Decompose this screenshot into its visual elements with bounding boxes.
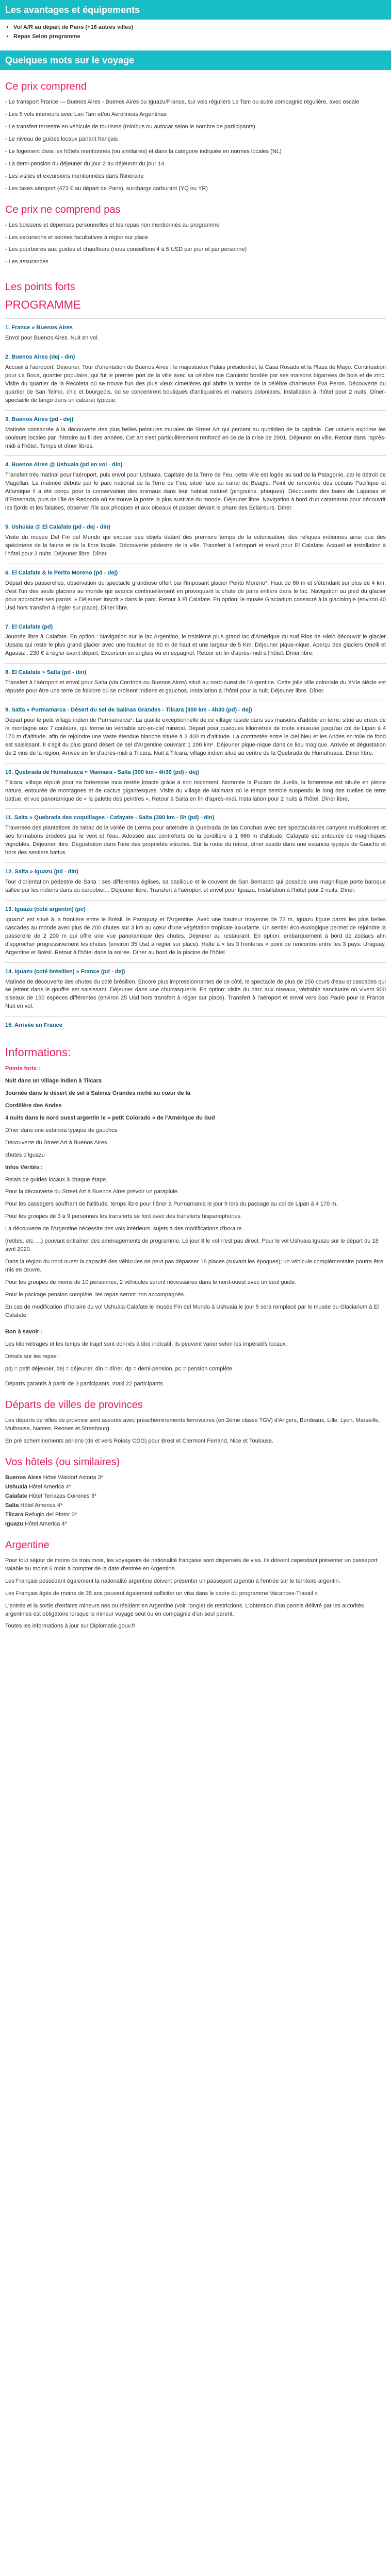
argentine-line: Les Français possédant également la nationalité argentine doivent présenter un passeport argentin à l'entrée sur le territoire argentin. bbox=[5, 1578, 340, 1584]
list-item: - Le logement dans les hôtels mentionnés (ou similaires) et dans la catégorie indiquée en normes locales (NL) bbox=[5, 148, 282, 155]
day-separator bbox=[5, 410, 386, 411]
hotel-item bbox=[5, 1520, 386, 1529]
day-description: Matinée consacrée à la découverte des plus belles peintures murales de Street Art qui percent au quotidien de la capitale. Cet univers exprime les couleurs locales par l'histoire au fil des années. Cet art s'est particulièrement renforcé en ce de la crise de 2001. Déjeuner en ville. Retour dans l'après-midi à l'hôtel. Temps et dîner libres. bbox=[5, 426, 386, 449]
list-item: - Le transfert terrestre en véhicule de tourisme (minibus ou autocar selon le nombre de participants) bbox=[5, 123, 255, 130]
argentine-line: Pour tout séjour de moins de trois mois, les voyageurs de nationalité française sont dispensés de visa. Ils doivent cependant présenter un passeport valable au moins 6 mois à compter de la date d'entrée en Argentine. bbox=[5, 1557, 378, 1572]
included-section bbox=[0, 79, 391, 1631]
info-line: Journée dans le désert de sel à Salinas Grandes niché au cœur de la bbox=[5, 1090, 190, 1096]
argentine-line: Les Français âgés de moins de 35 ans peuvent également solliciter un visa dans le cadre du programme Vacances-Travail » bbox=[5, 1590, 318, 1597]
included-list bbox=[5, 98, 386, 193]
list-item: - Le transport France — Buenos Aires - Buenos Aires ou Iguazu/France, sur vols réguliers Le Tam ou autre compagnie régulière, avec escale bbox=[5, 99, 360, 106]
program-days bbox=[5, 318, 386, 1030]
day-description: Traversée des plantations de tabac de la vallée de Lerma pour atteindre la Quebrada de las Conchas avec ses spectaculaires canyons multicolores et ses formations érodées par le vent et l'eau. Adossée aux contreforts de la cordillère à 1 660 m d'altitude, Cafayate est entourée de magnifiques vignobles. Déjeuner libre. Dégustation dans l'une des propriétés viticoles. Sur la route du retour, dîner asado dans une estancia typique de Gaucho et hors des sentiers battus. bbox=[5, 825, 386, 856]
day-title: 13. Iguazu (coté argentin) (pc) bbox=[5, 906, 86, 912]
list-item: - Les visites et excursions mentionnées dans l'itinéraire bbox=[5, 173, 144, 179]
info-line: Les kilométrages et les temps de trajet sont donnés à titre indicatif, ils peuvent varier selon les impératifs locaux. bbox=[5, 1341, 287, 1347]
day-description: Matinée de découverte des chutes du coté brésilien. Encore plus impressionnantes de ce côté, le spectacle de plus de 250 cours d'eau et cascades qui se jettent dans le gouffre est saisissant. Déjeuner dans une churrasqueria. En option: visite du parc aux oiseaux, véritable sanctuaire où vivent 900 oiseaux de 150 espèces différentes (environ 25 Usd hors transfert à régler sur place). Transfert à l'aéroport et envol vers Sao Paulo pour la France. Nuit en vol. bbox=[5, 978, 386, 1010]
list-item: - Les 5 vols intérieurs avec Lan Tam et/ou Aerolineas Argentinas bbox=[5, 111, 167, 117]
informations-block bbox=[5, 1065, 386, 1388]
day-title: 7. El Calafate (pd) bbox=[5, 623, 53, 630]
info-line: Pour le package pension complète, les repas seront non accompagnés. bbox=[5, 1291, 186, 1298]
info-line: Dans la région du nord ouest la capacité des véhicules ne peut pas dépasser 18 places (suivant les époques); un véhicule complémentaire pourra être mis en œuvre. bbox=[5, 1259, 384, 1274]
hotel-item bbox=[5, 1483, 386, 1492]
day-title: 2. Buenos Aires (dej - din) bbox=[5, 354, 75, 361]
regional-line: Les départs de villes de province sont assurés avec préacheminements ferroviaires (en 2ème classe TGV) d'Angers, Bordeaux, Lille, Lyon, Marseille, Mulhouse, Nantes, Rennes et Strasbourg. bbox=[5, 1417, 380, 1432]
excluded-list bbox=[5, 222, 386, 267]
info-line: Dîner dans une estancia typique de gauchos bbox=[5, 1127, 118, 1133]
day-description: Départ pour le petit village indien de Purmamarca*. La qualité exceptionnelle de ce village réside dans ses maisons d'adobe en terre, situé au creux de la montagne aux 7 couleurs, qui forme un véritable arc-en-ciel minéral. Départ pour quelques kilomètres de route sinueuse jusqu'au col de Lipan à 4 170 m d'altitude, afin de rejoindre une vaste étendue blanche située à 3 400 m d'altitude. La contrastée entre le ciel bleu et les Andes en toile de fond est saisissant. Il s'agit du plus grand désert de sel d'Argentine couvrant 1 200 km². Déjeuner pique-nique dans ce lieu magique. Arrivée et dégustation de 2 vins de la région. Arrivée en fin d'après-midi à Tilcara. Nuit à Tilcara, village indien situé au centre de la Quebrada de Humahuaca. Dîner libre. bbox=[5, 717, 386, 756]
day-title: 1. France » Buenos Aires bbox=[5, 325, 73, 331]
day-separator bbox=[5, 962, 386, 963]
day-description: Envol pour Buenos Aires. Nuit en vol. bbox=[5, 335, 99, 342]
section-title-about-trip: Quelques mots sur le voyage bbox=[0, 50, 391, 70]
info-line: chutes d'Iguazu bbox=[5, 1151, 45, 1158]
day-description: Iguazu* est situé à la frontière entre le Brésil, le Paraguay et l'Argentine. Avec une hauteur moyenne de 72 m, Iguazu figure parmi les plus belles cascades au monde avec plus de 200 chutes sur 3 km au cœur d'une végétation tropicale luxuriante. Un sentier éco-écologique permet de rejoindre la passerelle de 2 200 m qui offre une vue panoramique des chutes. Déjeuner au restaurant. En option: embarquement à bord de zodiacs afin d'approcher progressivement les chutes (environ 35 Usd à régler sur place). Halte à « las 3 fronteras » point de rencontre entre les 3 pays: Uruguay, Argentine et Brésil. Retour à l'hôtel dans la soirée. Dîner au bord de la piscine de l'hôtel. bbox=[5, 916, 386, 956]
day-title: 9. Salta » Purmamarca - Désert du sel de Salinas Grandes - Tilcara (300 km - 4h30 (pd) - dej) bbox=[5, 707, 252, 714]
list-item: - Les taxes aéroport (473 € au départ de Paris), surcharge carburant (YQ ou YR) bbox=[5, 185, 208, 192]
day-title: 3. Buenos Aires (pd - dej) bbox=[5, 416, 74, 422]
day-description: Transfert à l'aéroport et envol pour Salta (via Cordoba ou Buenos Aires) situé au nord-ouest de l'Argentine. Cette jolie ville coloniale du XVIe siècle est réputée pour être une terre de folklore où se croisent Indiens et gauchos. Installation à l'hôtel pour la nuit. Déjeuner libre. Dîner. bbox=[5, 680, 386, 694]
day-title: 12. Salta » Iguazu (pd - din) bbox=[5, 869, 78, 875]
section-title-advantages: Les avantages et équipements bbox=[0, 0, 391, 20]
day-title: 6. El Calafate & le Perito Moreno (pd - dej) bbox=[5, 569, 118, 576]
hotel-name: Hôtel America 4* bbox=[20, 1502, 63, 1509]
day-description: Départ des passerelles, observation du spectacle grandiose offert par l'imposant glacier Perito Moreno*. Haut de 60 m et s'étendant sur plus de 4 km, c'est l'un des seuls glaciers au monde qui avance continuellement en provoquant la chute de pans entiers dans le lac. Navigation au pied du glacier pour approcher ses parois. » Déjeuner inscrit » dans le parc. Retour à El Calafate. En option: le musée Glaciarium consacré à la glaciologie (environ 40 Usd hors transfert à régler sur place). Dîner libre. bbox=[5, 580, 386, 611]
hotel-city: Salta bbox=[5, 1502, 19, 1509]
info-line: Découverte du Street Art à Buenos Aires bbox=[5, 1139, 107, 1146]
hotel-name: Hôtel America 4* bbox=[24, 1520, 67, 1527]
argentine-block bbox=[5, 1557, 386, 1631]
day-title: 11. Salta » Quebrada des coquillages - Cafayate - Salta (390 km - 5h (pd) - din) bbox=[5, 815, 215, 821]
info-line: (retites, etc. ...) pouvant entraîner des aménagements de programme. Le jour 8 le vol n'est pas direct. Pour le vol Ushuaia Iguazu sur le départ du 18 avril 2020. bbox=[5, 1238, 379, 1253]
regional-departures-block bbox=[5, 1417, 386, 1446]
day-separator bbox=[5, 663, 386, 664]
hotel-item bbox=[5, 1474, 386, 1482]
argentine-line: L'entrée et la sortie d'enfants mineurs nés ou résident en Argentine (voir l'onglet de restrictions. L'obtention d'un permis délivré par les autorités argentines est obligatoire lorsque le mineur voyage seul ou en compagnie d'un seul parent. bbox=[5, 1602, 364, 1617]
day-title: 15. Arrivée en France bbox=[5, 1022, 62, 1029]
list-item: - Les assurances bbox=[5, 259, 48, 265]
day-title: 14. Iguazu (coté brésilien) » France (pd - dej) bbox=[5, 968, 125, 975]
day-title: 5. Ushuaia @ El Calafate (pd - dej - din) bbox=[5, 524, 110, 531]
day-description: Transfert très matinal pour l'aéroport, puis envol pour Ushuaia. Capitale de la Terre de Feu, cette ville est logée au sud de la Patagonie, par le détroit de Magellan. La matinée débute par le parc national de la Terre de Feu, situé face au canal de Beagle. Point de rencontre des océans Pacifique et Atlantique il a été conçu pour la conservation des animaux dans leur habitat naturel (pingouins, phoques). Découverte des baies de Lapataia et d'Ensenada, puis de l'île de Redonda où se trouve la poste la plus australe du monde. Déjeuner libre. Navigation à bord d'un catamaran pour découvrir les fjords et les falaises, observer l'île aux phoques et aux oiseaux et passer devant le phare des Eclaireurs. Dîner. bbox=[5, 472, 386, 512]
list-item: - Les excursions et soirées facultatives à régler sur place bbox=[5, 234, 148, 241]
info-line: pdj = petit déjeuner, dej = déjeuner, din = dîner, dp = demi-pension, pc = pension complète. bbox=[5, 1365, 234, 1372]
day-title: 4. Buenos Aires @ Ushuaia (pd en vol - din) bbox=[5, 462, 123, 468]
hotel-name: Refugio del Pintor 3* bbox=[25, 1511, 77, 1518]
info-line: Détails sur les repas : bbox=[5, 1353, 60, 1360]
info-line: Nuit dans un village indien à Tilcara bbox=[5, 1078, 102, 1084]
hotel-city: Ushuaia bbox=[5, 1484, 27, 1490]
day-title: 8. El Calafate » Salta (pd - din) bbox=[5, 669, 87, 676]
list-item: • Vol A/R au départ de Paris (+16 autres villes) bbox=[13, 24, 391, 32]
info-line: Pour les groupes de 3 à 9 personnes les transferts se font avec des transferts hispanophones. bbox=[5, 1213, 242, 1220]
list-item: - Les pourboires aux guides et chauffeurs (nous conseillons 4 à 5 USD par jour et par personne) bbox=[5, 246, 247, 253]
excluded-title: Ce prix ne comprend pas bbox=[5, 204, 121, 215]
day-separator bbox=[5, 808, 386, 809]
argentine-title: Argentine bbox=[5, 1539, 50, 1551]
info-line: Départs garantis à partir de 3 participants, maxi 22 participants bbox=[5, 1381, 163, 1387]
day-description: Tour d'orientation pédestre de Salta : ses différentes églises, sa basilique et le couvent de San Bernardo qui possède une magnifique porte baroque taillée par les indiens dans du caroubier... Déjeuner libre. Transfert à l'aéroport et envol pour Iguazu. Installation à l'hôtel pour 2 nuits. Dîner. bbox=[5, 879, 386, 894]
day-separator bbox=[5, 763, 386, 764]
list-item: - Le niveau de guides locaux parlant français bbox=[5, 135, 118, 142]
hotel-city: Tilcara bbox=[5, 1511, 24, 1518]
regional-departures-title: Départs de villes de provinces bbox=[5, 1399, 143, 1411]
hotels-title: Vos hôtels (ou similaires) bbox=[5, 1456, 120, 1468]
argentine-link[interactable]: Toutes les informations à jour sur Diplomatie.gouv.fr bbox=[5, 1623, 136, 1630]
info-line: Bon à savoir : bbox=[5, 1328, 43, 1335]
day-separator bbox=[5, 455, 386, 456]
info-line: En cas de modification d'horaire du vol Ushuaia-Calafate le musée Fin del Mundo à Ushuaia le jour 5 sera remplacé par le musée du Glaciarium à El Calafate. bbox=[5, 1303, 379, 1318]
hotel-city: Calafate bbox=[5, 1493, 27, 1500]
program-title: PROGRAMME bbox=[5, 298, 81, 312]
info-line: Infos Vérités : bbox=[5, 1164, 43, 1171]
day-separator bbox=[5, 318, 386, 319]
hotel-item bbox=[5, 1493, 386, 1501]
hotel-name: Hôtel Terrazas Coirones 3* bbox=[28, 1493, 97, 1500]
hotel-name: Hôtel America 4* bbox=[28, 1484, 71, 1490]
day-separator bbox=[5, 900, 386, 901]
day-description: Journée libre à Calafate. En option : Navigation sur le lac Argentino, le troisième plus grand lac d'Amérique du sud Rios de Hielo découvrir le glacier Upsala qui reste le plus grand glacier avec une hauteur de 60 m de haut et une largeur de 5 Km. Déjeuner pique-nique. Aperçu des glaciers Onelli et Agassiz : 230 € à régler avant départ. Excursion en anglais ou en espagnol. Retour en fin d'après-midi à l'hôtel. Dîner libre. bbox=[5, 634, 386, 657]
list-item: • Repas Selon programme bbox=[13, 33, 391, 41]
highlights-title: Les points forts bbox=[5, 281, 75, 293]
hotel-item bbox=[5, 1502, 386, 1510]
day-title: 10. Quebrada de Humahuaca » Maimara - Salta (300 km - 4h30 (pd) - dej) bbox=[5, 769, 199, 775]
info-line: 4 nuits dans le nord ouest argentin le « petit Colorado » de l'Amérique du Sud bbox=[5, 1114, 215, 1121]
hotel-name: Hôtel Waldorf Astoria 3* bbox=[43, 1475, 103, 1481]
hotel-city: Buenos Aires bbox=[5, 1475, 42, 1481]
info-line: Cordillère des Andes bbox=[5, 1102, 62, 1109]
info-line: Pour les passagers souffrant de l'altitude, temps libre pour flâner à Purmamarca le jour 9 lors du passage au col de Lipan à 4 170 m. bbox=[5, 1201, 338, 1208]
day-separator bbox=[5, 862, 386, 863]
info-line: Relais de guides locaux à chaque étape. bbox=[5, 1176, 108, 1183]
day-description: Tilcara, village réputé pour sa forteresse inca restée intacte grâce à son isolement. Nommée la Pucara de Juella, la forteresse est située en pleine nature, entourée de montagnes et de cactus gigantesques. Visite du village de Maimara où le temps semble suspendu le long des ruelles de terre battue, et vue panoramique de « la palette des peintres ». Retour à Salta en fin d'après-midi. Installation pour 2 nuits à l'hôtel. Dîner libre. bbox=[5, 779, 386, 802]
regional-line: En pré acheminements aériens (de et vers Roissy CDG) pour Brest et Clermont Ferrand, Nice et Toulouse. bbox=[5, 1438, 274, 1445]
day-description: Visite du musée Del Fin del Mundo qui expose des objets datant des premiers temps de la colonisation, des reliques indiennes ainsi que des spécimens de la faune et de la flore locale. Découverte pédestre de la ville. Transfert à l'aéroport et envol pour El Calafate. Accueil et installation à l'hôtel pour 3 nuits. Déjeuner libre. Dîner. bbox=[5, 534, 386, 557]
info-line: La découverte de l'Argentine nécessite des vols intérieurs, sujets à des modifications d'horaire bbox=[5, 1226, 242, 1232]
informations-title: Informations: bbox=[5, 1046, 71, 1059]
list-item: - La demi-pension du déjeuner du jour 2 au déjeuner du jour 14 bbox=[5, 160, 165, 167]
list-item: - Les boissons et dépenses personnelles et les repas non mentionnés au programme bbox=[5, 222, 220, 228]
hotels-list bbox=[5, 1474, 386, 1529]
points-forts-title: Points forts : bbox=[5, 1065, 40, 1072]
day-description: Accueil à l'aéroport. Déjeuner. Tour d'orientation de Buenos Aires : le majestueux Palais présidentiel, la Casa Rosada et la Plaza de Mayo. Continuation pour La Boca, quartier populaire, qui fut le premier port de la ville avec sa célèbre rue Caminito bordée par ses maisons bigarrées de bois et de zinc. Visite du quartier de la Recoleta où se trouve l'un des plus vieux cimetières qui abrite la tombe de la célèbre chanteuse Eva Peron. Découverte du quartier de San Telmo, chic et bourgeois, où se concentrent boutiques d'antiquaires et maisons coloniales. Installation à l'hôtel pour 2 nuits. Dîner-spectacle de tango dans un cabaret typique. bbox=[5, 364, 386, 403]
advantages-list bbox=[0, 24, 391, 41]
info-line: Pour la découverte du Street Art à Buenos Aires prévoir un parapluie. bbox=[5, 1189, 179, 1195]
hotel-city: Iguazu bbox=[5, 1520, 23, 1527]
hotel-item bbox=[5, 1511, 386, 1519]
info-line: Pour les groupes de moins de 10 personnes, 2 véhicules seront nécessaires dans le nord-ouest avec un seul guide. bbox=[5, 1279, 297, 1285]
included-title: Ce prix comprend bbox=[5, 81, 87, 93]
